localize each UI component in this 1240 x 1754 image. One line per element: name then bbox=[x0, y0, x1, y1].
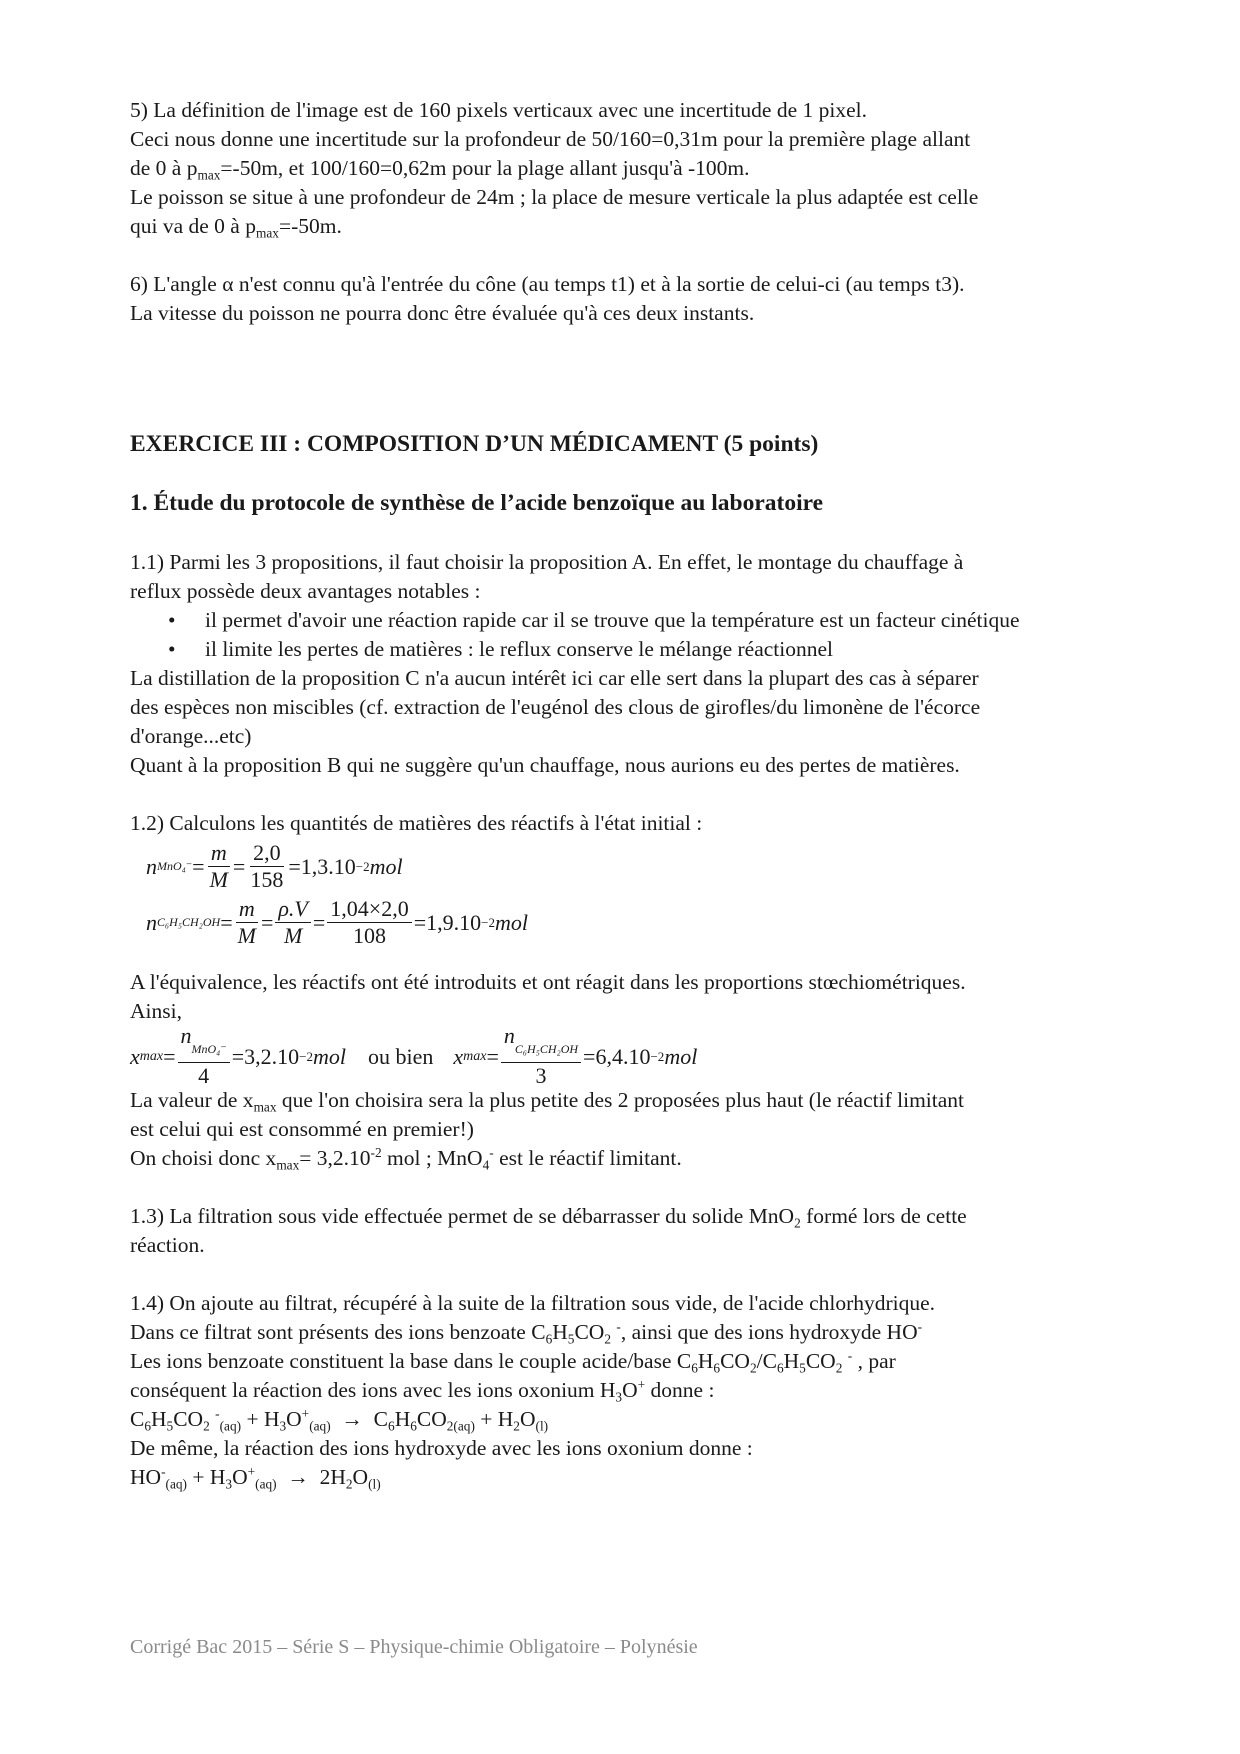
q14-line2: Dans ce filtrat sont présents des ions benzoate $C_6H_5CO_2$ -, ainsi que des ions hydroxyde HO- bbox=[130, 1319, 923, 1347]
q11-line2: reflux possède deux avantages notables : bbox=[130, 579, 481, 603]
list-item: • il permet d'avoir une réaction rapide car il se trouve que la température est un facteur cinétique bbox=[168, 608, 1020, 632]
q13-line1: 1.3) La filtration sous vide effectuée permet de se débarrasser du solide MnO$_2$ formé lors de cette bbox=[130, 1204, 967, 1231]
s5-line1: 5) La définition de l'image est de 160 pixels verticaux avec une incertitude de 1 pixel. bbox=[130, 98, 868, 122]
equation-n-benzyl-alcohol: n C₆H₅CH₂OH = $\frac{m}{M}$ = $\frac{\rho.V}{M}$ = $\frac{1,04\times 2,0}{108}$ =1,9.10 −2 mol bbox=[146, 895, 528, 948]
q13-line2: réaction. bbox=[130, 1233, 205, 1257]
q11-line5: d'orange...etc) bbox=[130, 724, 252, 748]
q12-conc-line1: La valeur de $x_{max}$ que l'on choisira sera la plus petite des 2 proposées plus haut (le réactif limitant bbox=[130, 1088, 965, 1115]
exercise-title: EXERCICE III : COMPOSITION D’UN MÉDICAMENT (5 points) bbox=[130, 431, 819, 457]
q12-intro: 1.2) Calculons les quantités de matières des réactifs à l'état initial : bbox=[130, 811, 703, 835]
q11-line3: La distillation de la proposition C n'a aucun intérêt ici car elle sert dans la plupart des cas à séparer bbox=[130, 666, 979, 690]
s5-line2: Ceci nous donne une incertitude sur la profondeur de 50/160=0,31m pour la première plage allant bbox=[130, 127, 971, 151]
q11-line4: des espèces non miscibles (cf. extraction de l'eugénol des clous de girofles/du limonène de l'écorce bbox=[130, 695, 981, 719]
list-item: • il limite les pertes de matières : le reflux conserve le mélange réactionnel bbox=[168, 637, 834, 661]
q12-equiv-line1: A l'équivalence, les réactifs ont été introduits et ont réagit dans les proportions stœchiométriques. bbox=[130, 970, 966, 994]
equation-n-mno4: n MnO₄⁻ = $\frac{m}{M}$ = $\frac{2,0}{158}$ =1,3.10 −2 mol bbox=[146, 839, 403, 892]
q14-reaction1: $C_6H_5CO_2$ $^-_{(aq)} + H_3O^+_{(aq)} \to C_6H_6CO_{2(aq)} + H_2O_{(l)}$ bbox=[130, 1406, 549, 1434]
q11-line6: Quant à la proposition B qui ne suggère qu'un chauffage, nous aurions eu des pertes de matières. bbox=[130, 753, 960, 777]
q14-line3: Les ions benzoate constituent la base dans le couple acide/base $C_6H_6CO_2/C_6H_5CO_2$ - , par bbox=[130, 1348, 896, 1376]
s5-line4: Le poisson se situe à une profondeur de 24m ; la place de mesure verticale la plus adaptée est celle bbox=[130, 185, 979, 209]
s5-line3: de 0 à $p_{max}=-50m$, et 100/160=0,62m pour la plage allant jusqu'à -100m. bbox=[130, 156, 750, 183]
q11-bullet-list bbox=[130, 606, 1130, 664]
s6-line1: 6) L'angle α n'est connu qu'à l'entrée du cône (au temps t1) et à la sortie de celui-ci (au temps t3). bbox=[130, 272, 965, 296]
q11-line1: 1.1) Parmi les 3 propositions, il faut choisir la proposition A. En effet, le montage du chauffage à bbox=[130, 550, 964, 574]
q14-line1: 1.4) On ajoute au filtrat, récupéré à la suite de la filtration sous vide, de l'acide chlorhydrique. bbox=[130, 1291, 936, 1315]
or-text: ou bien bbox=[367, 1043, 434, 1069]
q12-conc-line3: On choisi donc $x_{max}= 3,2.10^{-2}$ mol ; MnO$_4$- est le réactif limitant. bbox=[130, 1145, 682, 1173]
document-page bbox=[130, 96, 1130, 1492]
q14-line4: conséquent la réaction des ions avec les ions oxonium $H_3O^+$ donne : bbox=[130, 1377, 715, 1405]
q14-line6: De même, la réaction des ions hydroxyde avec les ions oxonium donne : bbox=[130, 1436, 753, 1460]
s5-line5: qui va de 0 à $p_{max}=-50m$. bbox=[130, 214, 342, 241]
page-footer: Corrigé Bac 2015 – Série S – Physique-chimie Obligatoire – Polynésie bbox=[130, 1636, 698, 1658]
q14-reaction2: $HO^-_{(aq)} + H_3O^+_{(aq)} \to 2H_2O_{(l)}$ bbox=[130, 1464, 381, 1492]
equation-xmax: x max = $\frac{n_{MnO_4^-}}{4}$ =3,2.10 −2 mol ou bien x max = $\frac{n_{C_6H_5CH_2OH}}{3}$ =6,4.10 −2 mol bbox=[130, 1023, 698, 1088]
s6-line2: La vitesse du poisson ne pourra donc être évaluée qu'à ces deux instants. bbox=[130, 301, 755, 325]
section-title: 1. Étude du protocole de synthèse de l’acide benzoïque au laboratoire bbox=[130, 490, 824, 516]
q12-conc-line2: est celui qui est consommé en premier!) bbox=[130, 1117, 474, 1141]
q12-equiv-line2: Ainsi, bbox=[130, 999, 182, 1023]
